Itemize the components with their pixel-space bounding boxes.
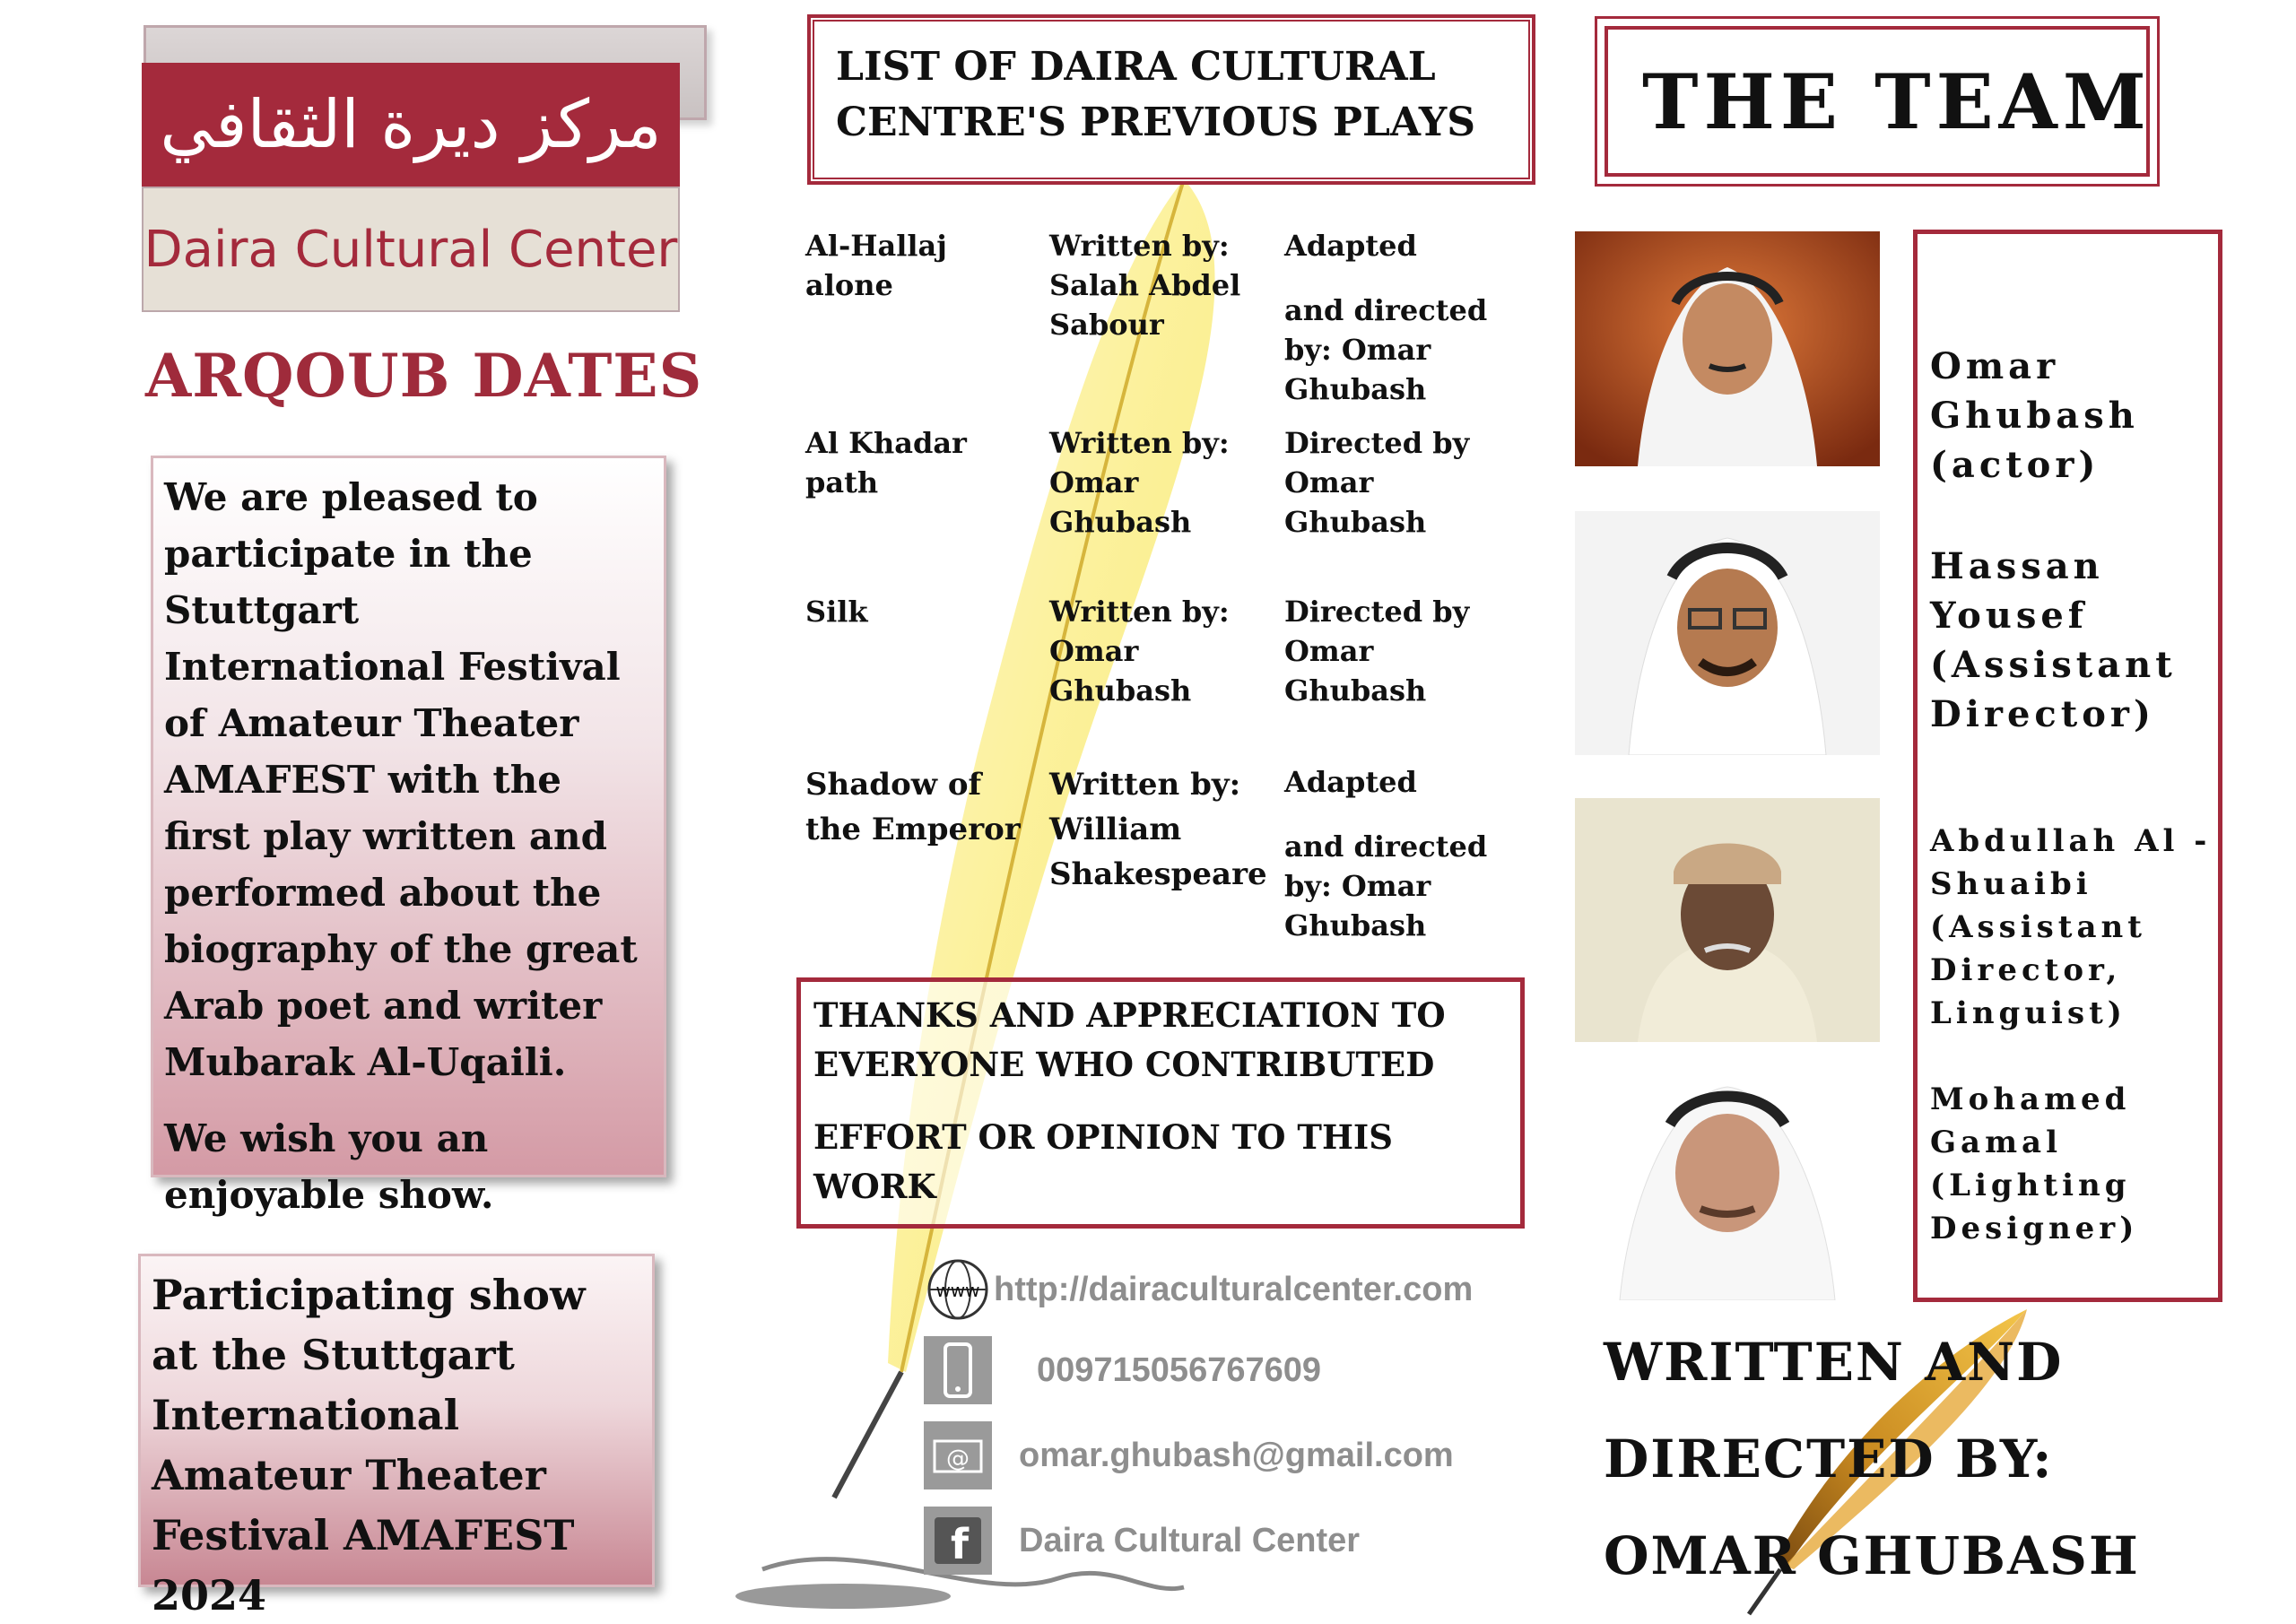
portrait-hassan-yousef bbox=[1575, 511, 1880, 755]
svg-text:f: f bbox=[950, 1520, 970, 1566]
festival-note: Participating show at the Stuttgart International Amateur Theater Festival AMAFEST 2024 bbox=[152, 1271, 586, 1620]
contact-website[interactable] bbox=[924, 1255, 1473, 1324]
member-name: Mohamed Gamal bbox=[1930, 1081, 2131, 1160]
email-address[interactable]: omar.ghubash@gmail.com bbox=[1019, 1436, 1454, 1474]
member-role: (Assistant Director) bbox=[1930, 644, 2177, 735]
play-direction: Directed by Omar Ghubash bbox=[1284, 426, 1470, 539]
play-direction: Directed by Omar Ghubash bbox=[1284, 595, 1470, 708]
member-role: (actor) bbox=[1930, 444, 2100, 486]
member-name: Hassan Yousef bbox=[1930, 545, 2104, 637]
previous-plays-heading-box bbox=[813, 20, 1530, 179]
member-name: Omar Ghubash bbox=[1930, 345, 2139, 437]
credit-line: OMAR GHUBASH bbox=[1604, 1525, 2140, 1586]
thanks-box bbox=[796, 977, 1525, 1229]
team-member-1 bbox=[1930, 342, 2214, 490]
team-heading: THE TEAM bbox=[1642, 56, 2152, 146]
credit-line: DIRECTED BY: bbox=[1604, 1429, 2054, 1489]
credits-block bbox=[1604, 1314, 2231, 1604]
facebook-page[interactable]: Daira Cultural Center bbox=[1019, 1521, 1361, 1559]
play-title: Silk bbox=[805, 595, 868, 629]
play-direction-cont: and directed by: Omar Ghubash bbox=[1284, 293, 1488, 406]
facebook-icon bbox=[924, 1507, 992, 1575]
play-writer: Written by: Omar Ghubash bbox=[1049, 595, 1230, 708]
festival-note-box bbox=[138, 1254, 655, 1620]
thanks-line: THANKS AND APPRECIATION TO EVERYONE WHO CONTRIBUTED bbox=[813, 995, 1446, 1084]
contact-facebook[interactable] bbox=[924, 1507, 1360, 1575]
phone-number[interactable]: 009715056767609 bbox=[1037, 1350, 1322, 1389]
play-title: ARQOUB DATES bbox=[145, 341, 703, 411]
team-heading-box bbox=[1595, 16, 2160, 187]
play-direction-cont: and directed by: Omar Ghubash bbox=[1284, 829, 1488, 942]
logo-english-banner bbox=[142, 187, 680, 312]
play-writer: Written by: Omar Ghubash bbox=[1049, 426, 1230, 539]
logo-arabic-banner bbox=[142, 63, 680, 187]
www-label: www bbox=[935, 1280, 980, 1301]
svg-text:@: @ bbox=[946, 1446, 970, 1472]
play-direction: Adapted bbox=[1284, 765, 1417, 799]
globe-icon bbox=[924, 1255, 992, 1324]
credit-line: WRITTEN AND bbox=[1604, 1332, 2064, 1393]
team-member-2 bbox=[1930, 542, 2214, 739]
member-name: Abdullah Al -Shuaibi bbox=[1930, 823, 2212, 902]
team-names-box bbox=[1913, 230, 2222, 1302]
play-writer: Written by: William Shakespeare bbox=[1049, 767, 1267, 892]
contact-phone[interactable] bbox=[924, 1336, 1321, 1404]
team-member-4 bbox=[1930, 1078, 2214, 1250]
portrait-mohamed-gamal bbox=[1575, 1065, 1880, 1300]
play-writer: Written by: Salah Abdel Sabour bbox=[1049, 229, 1241, 342]
portrait-abdullah-al-shuaibi bbox=[1575, 798, 1880, 1042]
play-title: Shadow of the Emperor bbox=[805, 767, 1021, 847]
intro-closing: We wish you an enjoyable show. bbox=[164, 1116, 494, 1217]
intro-box bbox=[151, 456, 666, 1217]
logo-english-text: Daira Cultural Center bbox=[144, 220, 678, 279]
email-icon bbox=[924, 1421, 992, 1489]
previous-plays-heading: LIST OF DAIRA CULTURAL CENTRE'S PREVIOUS PLAYS bbox=[836, 44, 1476, 145]
team-member-3 bbox=[1930, 820, 2214, 1035]
play-title: Al-Hallaj alone bbox=[805, 229, 947, 302]
website-link[interactable]: http://dairaculturalcenter.com bbox=[994, 1270, 1474, 1308]
member-role: (Assistant Director, Linguist) bbox=[1930, 909, 2146, 1031]
play-direction: Adapted bbox=[1284, 229, 1417, 263]
contact-email[interactable] bbox=[924, 1421, 1454, 1489]
logo-arabic-text: مركز ديرة الثقافي bbox=[160, 86, 662, 163]
play-title: Al Khadar path bbox=[805, 426, 967, 499]
intro-paragraph: We are pleased to participate in the Stuttgart International Festival of Amateur Theater AMAFEST with the first play written and performed about the biography of the great Arab poet and writer Mubarak Al-Uqaili. bbox=[164, 475, 638, 1084]
thanks-line: EFFORT OR OPINION TO THIS WORK bbox=[813, 1117, 1393, 1206]
member-role: (Lighting Designer) bbox=[1930, 1168, 2139, 1246]
portrait-omar-ghubash bbox=[1575, 231, 1880, 466]
phone-icon bbox=[924, 1336, 992, 1404]
